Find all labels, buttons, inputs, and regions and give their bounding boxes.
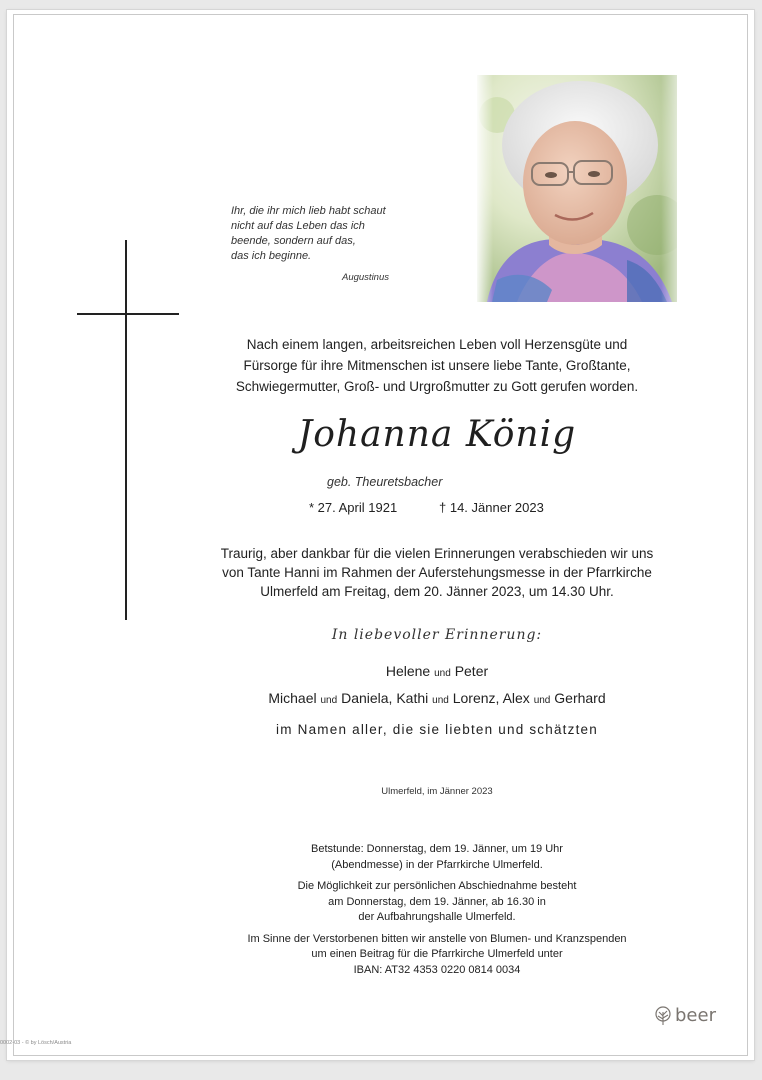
intro-line: Schwiegermutter, Groß- und Urgroßmutter zu Gott gerufen worden. xyxy=(235,379,639,394)
mourner-name: Gerhard xyxy=(554,690,606,706)
death-date: † 14. Jänner 2023 xyxy=(439,500,544,515)
cross-horizontal-bar xyxy=(77,313,179,315)
brand-logo xyxy=(654,1005,716,1026)
place-date: Ulmerfeld, im Jänner 2023 xyxy=(381,786,493,797)
obituary-sheet xyxy=(7,10,754,1060)
mourner-name: Daniela, xyxy=(341,690,393,706)
memory-heading: In liebevoller Erinnerung: xyxy=(331,627,543,643)
notice-line: um einen Beitrag für die Pfarrkirche Ulmerfeld unter xyxy=(311,948,563,960)
conjunction: und xyxy=(320,695,338,706)
quote-line: Ihr, die ihr mich lieb habt schaut xyxy=(231,205,386,217)
notice-line: am Donnerstag, dem 19. Jänner, ab 16.30 in xyxy=(328,895,546,908)
donation-notice xyxy=(187,932,687,979)
service-line: von Tante Hanni im Rahmen der Auferstehungsmesse in der Pfarrkirche xyxy=(222,565,652,580)
notice-line: Die Möglichkeit zur persönlichen Abschiednahme besteht xyxy=(297,880,577,892)
portrait-image xyxy=(477,75,677,302)
mourner-name: Peter xyxy=(454,663,489,679)
mourners-closing: im Namen aller, die sie liebten und schätzten xyxy=(276,722,598,737)
service-text xyxy=(187,544,687,601)
intro-text xyxy=(177,334,697,397)
intro-line: Fürsorge für ihre Mitmenschen ist unsere liebe Tante, Großtante, xyxy=(243,358,631,373)
tree-icon xyxy=(654,1006,672,1026)
brand-name: beer xyxy=(675,1005,716,1026)
mourner-name: Helene xyxy=(385,663,431,679)
conjunction: und xyxy=(434,668,451,679)
quote xyxy=(231,204,431,264)
deceased-name: Johanna König xyxy=(297,414,577,455)
portrait-photo xyxy=(477,75,677,302)
conjunction: und xyxy=(533,695,551,706)
conjunction: und xyxy=(432,695,449,706)
intro-line: Nach einem langen, arbeitsreichen Leben voll Herzensgüte und xyxy=(246,337,628,352)
notice-line: IBAN: AT32 4353 0220 0814 0034 xyxy=(353,963,521,976)
cross-vertical-bar xyxy=(125,240,127,620)
quote-line: das ich beginne. xyxy=(231,250,312,262)
birth-date: * 27. April 1921 xyxy=(309,500,398,515)
quote-author: Augustinus xyxy=(342,272,390,283)
mourner-name: Lorenz, xyxy=(452,690,500,706)
maiden-name: geb. Theuretsbacher xyxy=(327,475,443,489)
mourners-line-1 xyxy=(187,663,687,679)
prayer-notice xyxy=(187,842,687,873)
notice-line: Im Sinne der Verstorbenen bitten wir anstelle von Blumen- und Kranzspenden xyxy=(247,932,627,945)
service-line: Traurig, aber dankbar für die vielen Erinnerungen verabschieden wir uns xyxy=(220,546,654,561)
mourner-name: Kathi xyxy=(396,690,429,706)
service-line: Ulmerfeld am Freitag, dem 20. Jänner 2023, um 14.30 Uhr. xyxy=(260,584,614,599)
footer-code: 0002-03 - © by Lösch/Austria xyxy=(0,1040,72,1046)
mourners-line-2 xyxy=(187,690,687,706)
mourner-name: Alex xyxy=(502,690,530,706)
notice-line: Betstunde: Donnerstag, dem 19. Jänner, um 19 Uhr xyxy=(311,843,563,855)
quote-line: beende, sondern auf das, xyxy=(231,235,356,247)
notice-line: (Abendmesse) in der Pfarrkirche Ulmerfeld. xyxy=(331,858,543,871)
notices xyxy=(187,842,687,984)
notice-line: der Aufbahrungshalle Ulmerfeld. xyxy=(358,911,516,923)
mourner-name: Michael xyxy=(268,690,317,706)
quote-line: nicht auf das Leben das ich xyxy=(231,220,365,232)
farewell-notice xyxy=(187,879,687,926)
